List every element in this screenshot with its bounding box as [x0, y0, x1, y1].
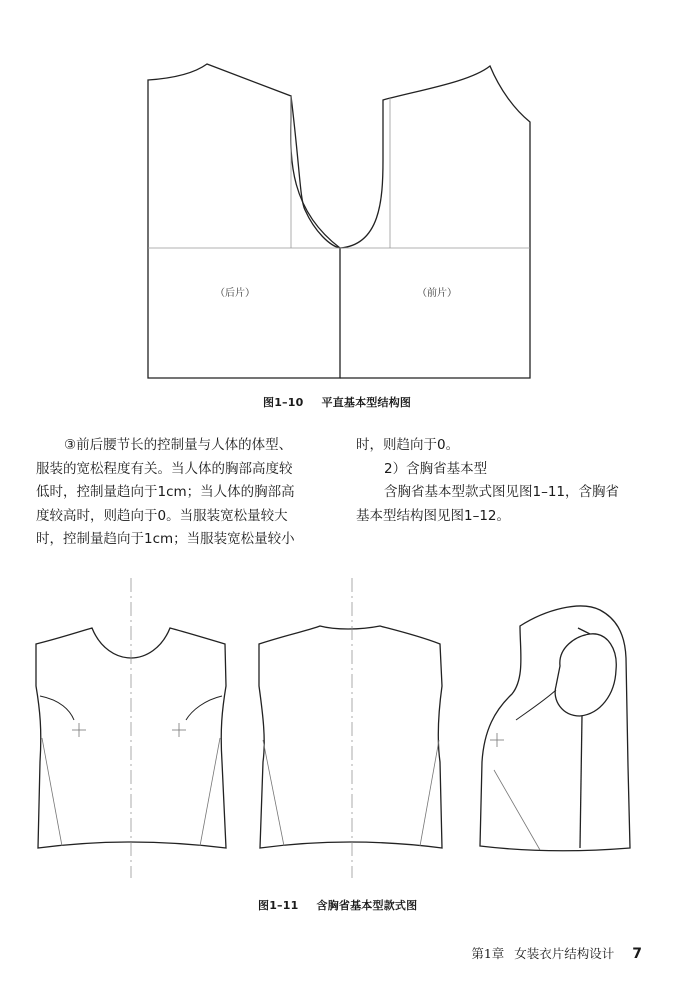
text-line: 基本型结构图见图1–12。	[356, 507, 511, 524]
front-princess-left	[42, 738, 62, 846]
back-view-outline	[259, 626, 442, 848]
text-right-column	[356, 434, 656, 528]
front-piece-label: （前片）	[417, 288, 457, 299]
figure-1-11-caption	[258, 897, 417, 913]
back-princess-left	[263, 740, 284, 846]
text-line: 含胸省基本型款式图见图1–11，含胸省	[384, 484, 620, 500]
side-view-outline	[480, 606, 630, 851]
footer-title: 女装衣片结构设计	[514, 946, 615, 961]
bust-point-cross-right	[172, 723, 186, 737]
footer-chapter: 第1章	[471, 946, 505, 961]
front-princess-right	[200, 738, 220, 846]
front-armhole-left	[40, 696, 74, 720]
text-line: 时，控制量趋向于1cm；当服装宽松量较小	[36, 531, 295, 547]
bust-point-cross-side	[490, 733, 504, 747]
page-footer	[471, 944, 642, 962]
text-line: 度较高时，则趋向于0。当服装宽松量较大	[36, 507, 288, 524]
pattern-drawing	[0, 0, 690, 395]
bust-point-cross-left	[72, 723, 86, 737]
style-drawing	[0, 570, 690, 890]
text-line: 时，则趋向于0。	[356, 437, 460, 453]
text-line: 低时，控制量趋向于1cm；当人体的胸部高	[36, 484, 295, 500]
figure-1-10-caption	[263, 394, 411, 410]
caption-number: 图1–11	[258, 899, 299, 912]
caption-title: 平直基本型结构图	[321, 396, 412, 409]
section-heading: 2）含胸省基本型	[384, 460, 488, 477]
figure-flat-basic-pattern	[0, 0, 690, 395]
side-shoulder	[578, 628, 590, 634]
back-piece-label: （后片）	[215, 288, 255, 299]
caption-number: 图1–10	[263, 396, 304, 409]
side-seam	[580, 716, 582, 848]
back-princess-right	[420, 740, 439, 846]
front-piece-outline	[340, 66, 530, 378]
side-dart	[516, 690, 556, 720]
caption-title: 含胸省基本型款式图	[316, 899, 418, 912]
text-left-column	[36, 434, 336, 552]
back-armhole-curve	[291, 96, 340, 248]
page-number: 7	[632, 946, 642, 962]
text-line: 服装的宽松程度有关。当人体的胸部高度较	[36, 460, 293, 477]
side-princess	[494, 770, 540, 850]
side-armhole	[555, 634, 616, 716]
figure-bust-dart-style	[0, 570, 690, 890]
front-armhole-right	[186, 696, 222, 720]
text-line: ③前后腰节长的控制量与人体的体型、	[64, 437, 293, 453]
